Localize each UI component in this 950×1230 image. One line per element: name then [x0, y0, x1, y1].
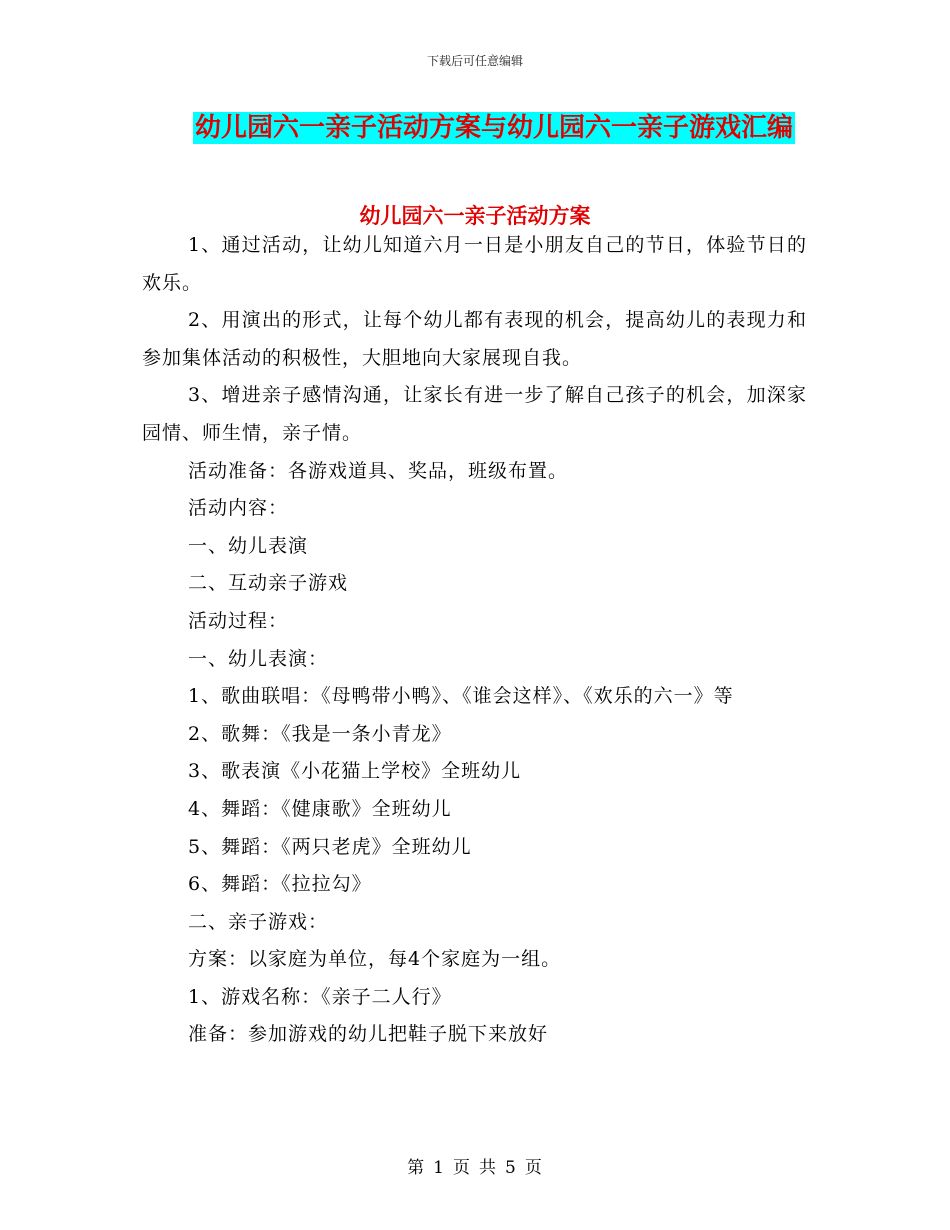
header-note: 下载后可任意编辑: [426, 54, 523, 68]
paragraph: 活动准备：各游戏道具、奖品，班级布置。: [188, 459, 569, 482]
paragraph: 方案：以家庭为单位，每4个家庭为一组。: [188, 948, 562, 971]
total-pages-number: 5: [505, 1158, 517, 1178]
paragraph: 一、幼儿表演：: [188, 647, 329, 670]
footer-suffix: 页: [524, 1158, 543, 1178]
paragraph: 4、舞蹈：《健康歌》全班幼儿: [188, 797, 452, 820]
footer-total-prefix: 共: [479, 1158, 497, 1178]
footer-prefix: 第: [407, 1158, 426, 1178]
paragraph: 一、幼儿表演: [188, 534, 309, 557]
section-title: 幼儿园六一亲子活动方案: [359, 203, 591, 228]
current-page-number: 1: [433, 1158, 445, 1178]
paragraph: 1、游戏名称：《亲子二人行》: [188, 985, 452, 1008]
paragraph: 6、舞蹈：《拉拉勾》: [188, 873, 372, 896]
paragraph: 3、增进亲子感情沟通，让家长有进一步了解自己孩子的机会，加深家园情、师生情，亲子情。: [142, 384, 807, 444]
paragraph: 准备：参加游戏的幼儿把鞋子脱下来放好: [188, 1023, 549, 1046]
page-footer: [0, 1153, 950, 1178]
document-body: [142, 227, 807, 1054]
paragraph: 3、歌表演《小花猫上学校》全班幼儿: [188, 760, 522, 783]
paragraph: 活动过程：: [188, 609, 289, 632]
paragraph: 1、通过活动，让幼儿知道六月一日是小朋友自己的节日，体验节日的欢乐。: [142, 234, 807, 294]
footer-page-word: 页: [453, 1158, 471, 1178]
paragraph: 活动内容：: [188, 497, 289, 520]
document-title: 幼儿园六一亲子活动方案与幼儿园六一亲子游戏汇编: [195, 113, 794, 143]
paragraph: 二、互动亲子游戏: [188, 572, 349, 595]
paragraph: 1、歌曲联唱：《母鸭带小鸭》、《谁会这样》、《欢乐的六一》等: [188, 685, 734, 708]
paragraph: 2、歌舞：《我是一条小青龙》: [188, 722, 452, 745]
paragraph: 二、亲子游戏：: [188, 910, 329, 933]
paragraph: 5、舞蹈：《两只老虎》全班幼儿: [188, 835, 472, 858]
paragraph: 2、用演出的形式，让每个幼儿都有表现的机会，提高幼儿的表现力和参加集体活动的积极性，大胆地向大家展现自我。: [142, 309, 807, 369]
